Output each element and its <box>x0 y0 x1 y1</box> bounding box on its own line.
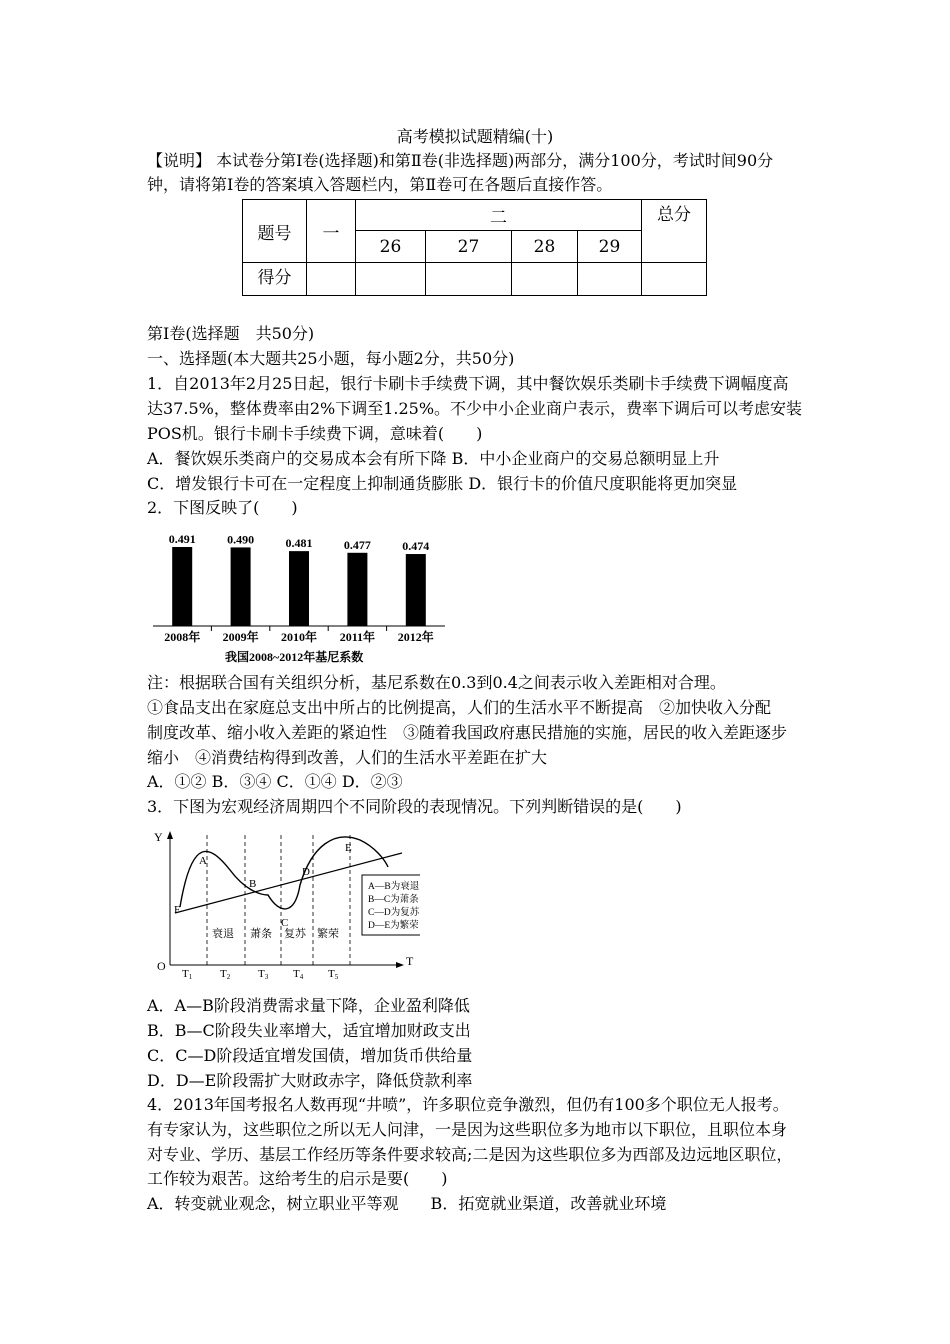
q3-option-a: A．A—B阶段消费需求量下降，企业盈利降低 <box>147 996 470 1015</box>
point-f-label: F <box>174 904 181 916</box>
y-axis-label: Y <box>154 830 163 844</box>
score-table-header-er: 二 <box>356 200 642 231</box>
gini-value-label: 0.491 <box>168 532 196 546</box>
document-title: 高考模拟试题精编(十) <box>396 127 554 146</box>
q3-stem: 3．下图为宏观经济周期四个不同阶段的表现情况。下列判断错误的是( ) <box>147 797 682 816</box>
score-table-header-zongfen: 总分 <box>642 200 707 263</box>
legend-item-4: D—E为繁荣 <box>368 921 419 931</box>
score-table-num-29: 29 <box>578 231 642 263</box>
x-axis-arrow <box>396 962 404 968</box>
q1-line-2: 达37.5%，整体费率由2%下调至1.25%。不少中小企业商户表示，费率下调后可以考虑安装 <box>147 399 803 418</box>
t2-label: T2 <box>220 968 231 980</box>
point-b-label: B <box>249 878 257 890</box>
q4-line-1: 4．2013年国考报名人数再现“井喷”，许多职位竞争激烈，但仍有100多个职位无人报考。 <box>147 1095 789 1114</box>
gini-value-label: 0.474 <box>402 539 430 554</box>
economic-cycle-diagram <box>150 825 420 980</box>
t4-label: T4 <box>293 968 304 980</box>
q4-line-3: 对专业、学历、基层工作经历等条件要求较高;二是因为这些职位多为西部及边远地区职位， <box>147 1145 793 1164</box>
gini-category-label: 2012年 <box>397 630 434 644</box>
point-a-label: A <box>199 855 207 867</box>
score-cell[interactable] <box>426 263 512 296</box>
score-cell[interactable] <box>356 263 426 296</box>
q3-option-b: B．B—C阶段失业率增大，适宜增加财政支出 <box>147 1021 471 1040</box>
part-1-heading: 一、选择题(本大题共25小题，每小题2分，共50分) <box>147 349 515 368</box>
phase-label-boom: 繁荣 <box>317 928 339 940</box>
section-1-heading: 第Ⅰ卷(选择题 共50分) <box>147 324 315 343</box>
gini-bar <box>289 551 309 626</box>
point-c-label: C <box>281 917 289 929</box>
q3-option-c: C．C—D阶段适宜增发国债，增加货币供给量 <box>147 1046 473 1065</box>
score-table-header-tihao: 题号 <box>243 200 307 263</box>
t1-label: T1 <box>182 968 193 980</box>
gini-category-label: 2008年 <box>164 630 201 644</box>
intro-line-1: 【说明】 本试卷分第Ⅰ卷(选择题)和第Ⅱ卷(非选择题)两部分，满分100分，考试时间90分 <box>147 151 774 170</box>
point-d-label: D <box>302 866 310 878</box>
score-table-num-27: 27 <box>426 231 512 263</box>
q2-options: A．①② B．③④ C．①④ D．②③ <box>147 772 403 791</box>
t5-label: T5 <box>328 968 339 980</box>
cycle-curve <box>180 837 388 909</box>
legend-item-1: A—B为衰退 <box>368 882 420 892</box>
q2-note-4: 缩小 ④消费结构得到改善，人们的生活水平差距在扩大 <box>147 748 548 767</box>
phase-label-recession: 衰退 <box>212 928 234 940</box>
x-axis-label: T <box>406 954 414 968</box>
gini-category-label: 2009年 <box>222 630 259 644</box>
gini-bar-chart <box>145 522 455 667</box>
gini-value-label: 0.490 <box>227 532 255 547</box>
score-cell[interactable] <box>578 263 642 296</box>
origin-label: O <box>157 959 166 973</box>
score-cell[interactable] <box>307 263 356 296</box>
gini-category-label: 2011年 <box>339 630 376 644</box>
point-e-label: E <box>345 842 352 854</box>
score-table-header-yi: 一 <box>307 200 356 263</box>
score-cell[interactable] <box>642 263 707 296</box>
q4-line-2: 有专家认为，这些职位之所以无人问津，一是因为这些职位多为地市以下职位，且职位本身 <box>147 1120 788 1139</box>
legend-item-3: C—D为复苏 <box>368 908 420 918</box>
gini-value-label: 0.481 <box>285 536 313 551</box>
gini-bar <box>172 547 192 626</box>
score-table-defen: 得分 <box>243 263 307 296</box>
score-cell[interactable] <box>512 263 578 296</box>
score-table-num-26: 26 <box>356 231 426 263</box>
gini-category-label: 2010年 <box>280 630 318 644</box>
gini-chart-title: 我国2008~2012年基尼系数 <box>225 650 364 664</box>
gini-bar <box>347 553 367 626</box>
phase-label-recovery: 复苏 <box>284 928 306 940</box>
q2-stem: 2．下图反映了( ) <box>147 498 298 517</box>
q2-note-1: 注：根据联合国有关组织分析，基尼系数在0.3到0.4之间表示收入差距相对合理。 <box>147 673 726 692</box>
q1-option-cd: C．增发银行卡可在一定程度上抑制通货膨胀 D．银行卡的价值尺度职能将更加突显 <box>147 474 738 493</box>
y-axis-arrow <box>167 831 173 839</box>
gini-bar <box>406 554 426 626</box>
gini-bar <box>231 547 251 626</box>
q2-note-2: ①食品支出在家庭总支出中所占的比例提高，人们的生活水平不断提高 ②加快收入分配 <box>147 698 772 717</box>
q1-line-3: POS机。银行卡刷卡手续费下调，意味着( ) <box>147 424 483 443</box>
q3-option-d: D．D—E阶段需扩大财政赤字，降低贷款利率 <box>147 1071 473 1090</box>
intro-line-2: 钟，请将第Ⅰ卷的答案填入答题栏内，第Ⅱ卷可在各题后直接作答。 <box>147 175 613 194</box>
t3-label: T3 <box>258 968 269 980</box>
q2-note-3: 制度改革、缩小收入差距的紧迫性 ③随着我国政府惠民措施的实施，居民的收入差距逐步 <box>147 723 788 742</box>
phase-label-depression: 萧条 <box>250 928 272 940</box>
score-table-num-28: 28 <box>512 231 578 263</box>
q1-option-ab: A．餐饮娱乐类商户的交易成本会有所下降 B．中小企业商户的交易总额明显上升 <box>147 449 720 468</box>
q1-line-1: 1．自2013年2月25日起，银行卡刷卡手续费下调，其中餐饮娱乐类刷卡手续费下调幅度高 <box>147 374 789 393</box>
score-table <box>242 199 707 296</box>
legend-item-2: B—C为萧条 <box>368 895 419 905</box>
gini-value-label: 0.477 <box>343 537 371 552</box>
q4-options-ab: A．转变就业观念，树立职业平等观 B．拓宽就业渠道，改善就业环境 <box>147 1194 667 1213</box>
q4-line-4: 工作较为艰苦。这给考生的启示是要( ) <box>147 1169 448 1188</box>
